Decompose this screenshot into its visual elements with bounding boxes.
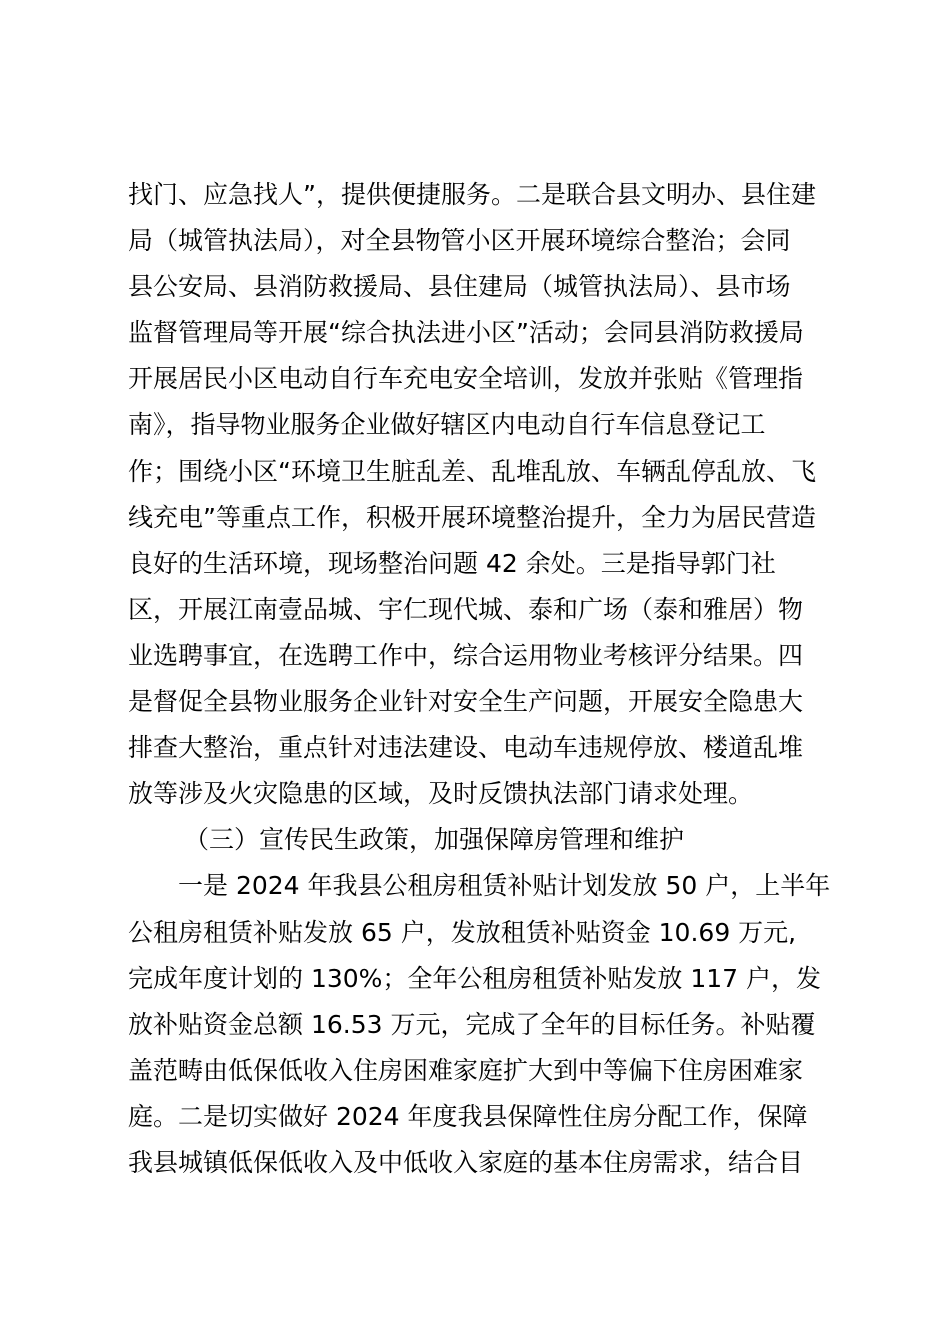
text-line: 公租房租赁补贴发放 65 户，发放租赁补贴资金 10.69 万元, [128,917,797,947]
text-line: 线充电”等重点工作，积极开展环境整治提升，全力为居民营造 [128,502,816,532]
text-line: 南》，指导物业服务企业做好辖区内电动自行车信息登记工 [128,410,766,440]
text-line: 庭。二是切实做好 2024 年度我县保障性住房分配工作，保障 [128,1101,808,1131]
text-line: 监督管理局等开展“综合执法进小区”活动；会同县消防救援局 [128,318,804,348]
section-heading: （三）宣传民生政策，加强保障房管理和维护 [184,825,685,855]
text-line: 排查大整治，重点针对违法建设、电动车违规停放、楼道乱堆 [128,733,804,763]
text-line: 作；围绕小区“环境卫生脏乱差、乱堆乱放、车辆乱停乱放、飞 [128,456,816,486]
text-line: 业选聘事宜，在选聘工作中，综合运用物业考核评分结果。四 [128,640,804,670]
text-line: 区，开展江南壹品城、宇仁现代城、泰和广场（泰和雅居）物 [128,594,804,624]
text-line: 开展居民小区电动自行车充电安全培训，发放并张贴《管理指 [128,364,804,394]
text-line: 县公安局、县消防救援局、县住建局（城管执法局）、县市场 [128,272,791,302]
text-line: 盖范畴由低保低收入住房困难家庭扩大到中等偏下住房困难家 [128,1055,804,1085]
document-body [128,172,833,1186]
text-line: 放补贴资金总额 16.53 万元，完成了全年的目标任务。补贴覆 [128,1009,816,1039]
text-line: 局（城管执法局），对全县物管小区开展环境综合整治；会同 [128,226,791,256]
text-line: 良好的生活环境，现场整治问题 42 余处。三是指导郭门社 [128,548,776,578]
text-line: 我县城镇低保低收入及中低收入家庭的基本住房需求，结合目 [128,1147,804,1177]
text-line: 一是 2024 年我县公租房租赁补贴计划发放 50 户，上半年 [178,871,831,901]
text-line: 放等涉及火灾隐患的区域，及时反馈执法部门请求处理。 [128,779,754,809]
text-line: 完成年度计划的 130%；全年公租房租赁补贴发放 117 户，发 [128,963,822,993]
text-line: 是督促全县物业服务企业针对安全生产问题，开展安全隐患大 [128,687,804,717]
text-line: 找门、应急找人”，提供便捷服务。二是联合县文明办、县住建 [128,180,816,209]
